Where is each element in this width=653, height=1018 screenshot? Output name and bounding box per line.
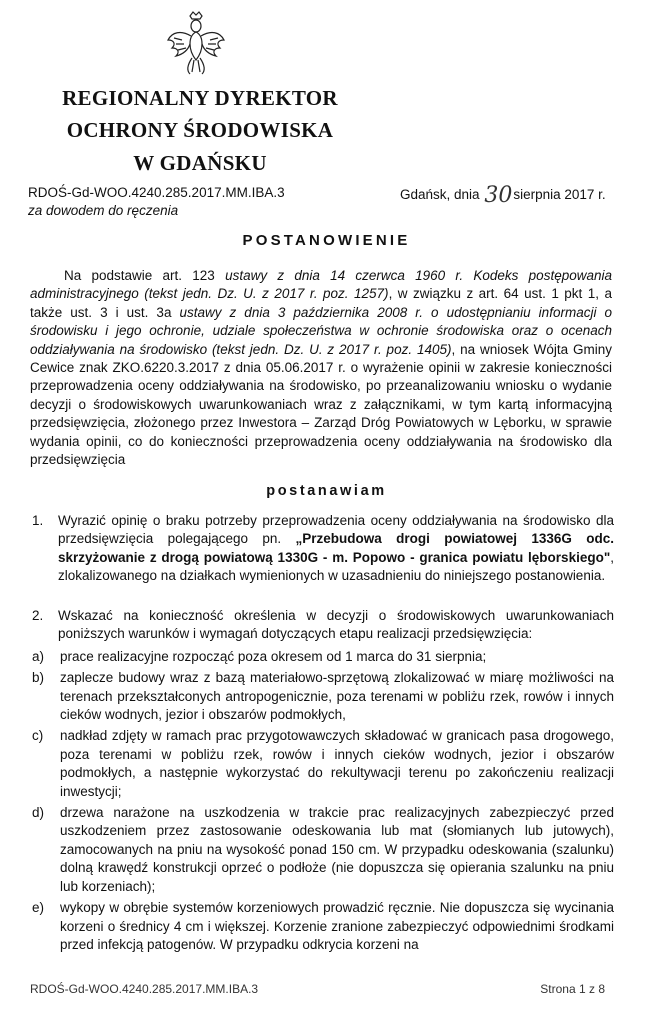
intro-text-3: , w związku z art. 64 ust. 1 pkt 1, a także ust. 3 i ust. 3a xyxy=(30,286,612,320)
intro-text-1: Na podstawie art. 123 xyxy=(64,268,226,283)
date-suffix: sierpnia 2017 r. xyxy=(513,187,606,202)
sub-item-letter: e) xyxy=(32,900,45,916)
case-reference: RDOŚ-Gd-WOO.4240.285.2017.MM.IBA.3 xyxy=(28,185,285,200)
list-item xyxy=(30,607,614,644)
sub-item xyxy=(30,804,614,896)
authority-name-line2: OCHRONY ŚRODOWISKA xyxy=(66,118,334,142)
delivery-note: za dowodem do ręczenia xyxy=(28,203,179,218)
item-text: , zlokalizowanego na działkach wymienionych w uzasadnieniu do niniejszego postanowienia. xyxy=(58,549,614,584)
intro-paragraph xyxy=(30,267,612,469)
date-line xyxy=(400,183,606,208)
conditions-list xyxy=(30,607,614,957)
intro-text-5: , na wniosek Wójta Gminy Cewice znak ZKO.6220.3.2017 z dnia 05.06.2017 r. o wyrażenie opinii w zakresie konieczności przeprowadzenia oceny oddziaływania na środowisko, po przeanalizowaniu wniosku o wydanie decyzji o środowiskowych uwarunkowaniach wraz z załącznikami, w tym kartą informacyjną przedsięwzięcia, złożonego przez Inwestora – Zarząd Dróg Powiatowych w Lęborku, w sprawie wydania opinii, co do konieczności przeprowadzenia oceny oddziaływania na środowisko dla przedsięwzięcia xyxy=(30,341,612,468)
item-text: Wyrazić opinię o braku potrzeby przeprowadzenia oceny oddziaływania na środowisko dla przedsięwzięcia polegającego pn. xyxy=(58,513,614,547)
authority-name-line1: REGIONALNY DYREKTOR xyxy=(62,86,338,110)
sub-item-letter: a) xyxy=(32,648,45,664)
intro-text-2: ustawy z dnia 14 czerwca 1960 r. Kodeks postępowania administracyjnego (tekst jedn. Dz. U. z 2017 r. poz. 1257) xyxy=(30,268,612,302)
page-number: Strona 1 z 8 xyxy=(540,982,605,996)
sub-item-text: prace realizacyjne rozpocząć poza okresem od 1 marca do 31 sierpnia; xyxy=(60,648,487,664)
sub-item-text: wykopy w obrębie systemów korzeniowych prowadzić ręcznie. Nie dopuszcza się wycinania korzeni o średnicy 4 cm i większej. Korzenie zranione zabezpieczyć odpowiednimi środkami przed infekcją patogenów. W przypadku odkrycia korzeni na xyxy=(60,900,614,952)
sub-item-letter: d) xyxy=(32,805,45,821)
document-title: POSTANOWIENIE xyxy=(242,232,411,249)
sub-item-letter: b) xyxy=(32,670,45,686)
decision-heading: postanawiam xyxy=(266,483,387,499)
sub-item xyxy=(30,669,614,724)
decision-list xyxy=(30,512,614,590)
project-name: „Przebudowa drogi powiatowej 1336G odc. skrzyżowanie z drogą powiatową 1330G - m. Popowo - granica powiatu lęborskiego" xyxy=(58,531,614,565)
authority-name-line3: W GDAŃSKU xyxy=(133,151,267,175)
eagle-emblem-icon xyxy=(166,10,226,78)
sub-item-letter: c) xyxy=(32,728,44,744)
date-prefix: Gdańsk, dnia xyxy=(400,187,480,202)
list-item xyxy=(30,512,614,586)
sub-item-text: nadkład zdjęty w ramach prac przygotowawczych składować w granicach pasa drogowego, poza terenami w pobliżu rzek, rowów i innych cieków wodnych, jezior i obszarów podmokłych, a następnie wykorzystać do rekultywacji terenu po zakończeniu realizacji inwestycji; xyxy=(60,728,614,799)
sub-item-text: zaplecze budowy wraz z bazą materiałowo-sprzętową zlokalizować w miarę możliwości na terenach przekształconych antropogenicznie, poza terenami w pobliżu rzek, rowów i innych cieków wodnych, jezior i obszarów podmokłych, xyxy=(60,670,614,723)
list-item-number: 2. xyxy=(32,608,44,623)
footer-reference: RDOŚ-Gd-WOO.4240.285.2017.MM.IBA.3 xyxy=(30,982,259,996)
sub-item xyxy=(30,899,614,954)
date-day-handwritten: 30 xyxy=(484,183,513,208)
sub-item xyxy=(30,648,614,666)
sub-item xyxy=(30,727,614,801)
intro-text-4: ustawy z dnia 3 października 2008 r. o udostępnianiu informacji o środowisku i jego ochronie, udziale społeczeństwa w ochronie środowiska oraz o ocenach oddziaływania na środowisko (tekst jedn. Dz. U. z 2017 r. poz. 1405) xyxy=(30,304,612,357)
list-item-number: 1. xyxy=(32,513,44,528)
item-text: Wskazać na konieczność określenia w decyzji o środowiskowych uwarunkowaniach poniższych warunków i wymagań dotyczących etapu realizacji przedsięwzięcia: xyxy=(58,608,614,642)
sub-item-text: drzewa narażone na uszkodzenia w trakcie prac realizacyjnych zabezpieczyć przed uszkodzeniem przez zastosowanie odeskowania lub mat (słomianych lub jutowych), zamocowanych na pniu na wysokość ponad 150 cm. W przypadku odeskowania (szalunku) dolną krawędź konstrukcji oprzeć o podłoże (nie dopuszcza się opierania szalunku na pniu lub korzeniach); xyxy=(60,805,614,894)
